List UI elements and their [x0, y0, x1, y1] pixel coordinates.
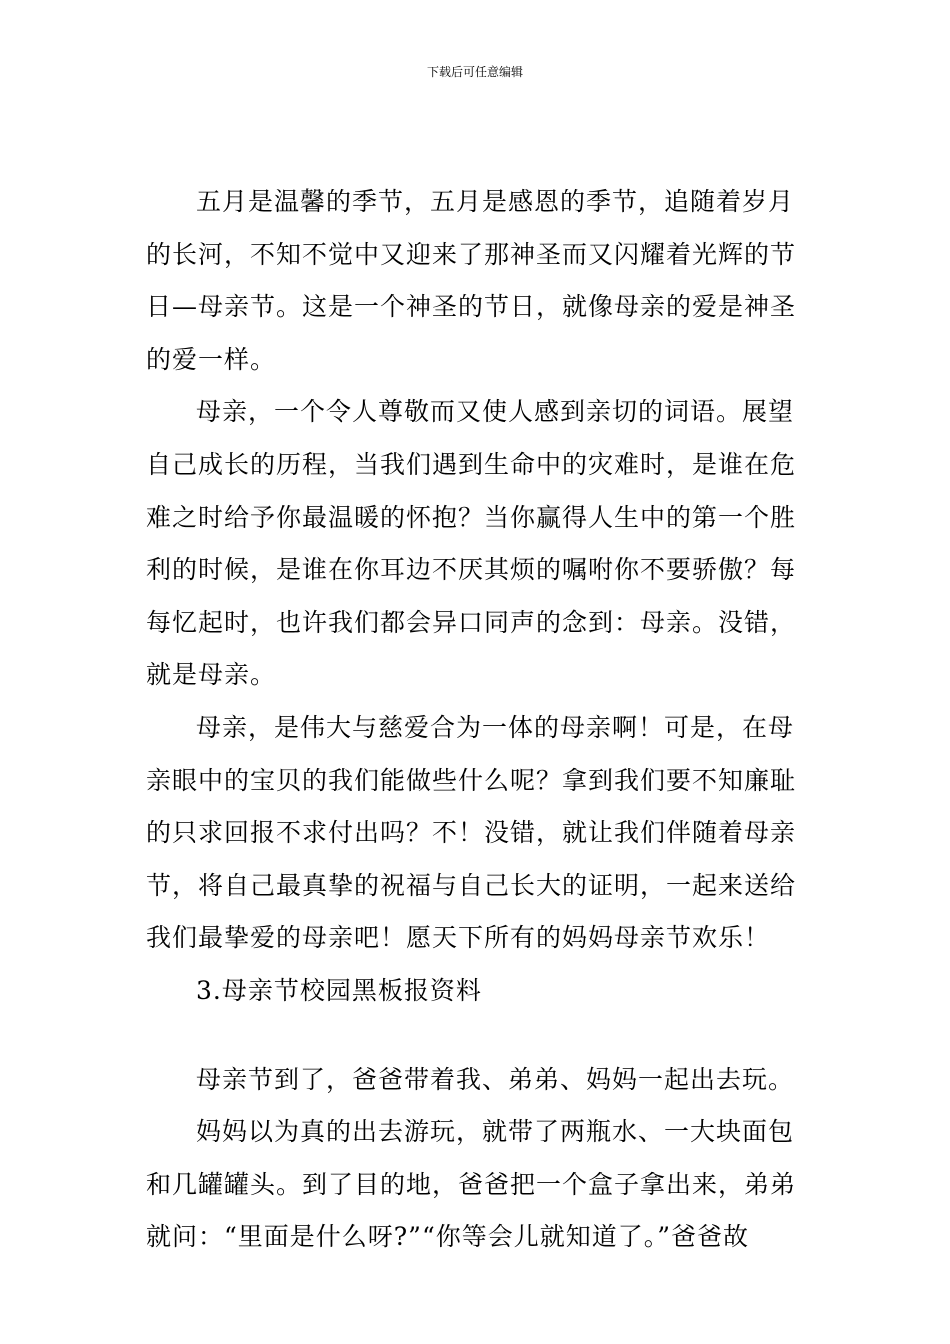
- text-line: 的只求回报不求付出吗？不！没错，就让我们伴随着母亲: [146, 818, 797, 848]
- text-line: 和几罐罐头。到了目的地，爸爸把一个盒子拿出来，弟弟: [146, 1169, 797, 1199]
- text-line: 自己成长的历程，当我们遇到生命中的灾难时，是谁在危: [146, 449, 797, 479]
- paragraph: [146, 176, 816, 386]
- paragraph: [146, 1106, 816, 1264]
- body-text: [146, 176, 816, 1264]
- text-line: 亲眼中的宝贝的我们能做些什么呢？拿到我们要不知廉耻: [146, 765, 797, 795]
- text-line: 利的时候，是谁在你耳边不厌其烦的嘱咐你不要骄傲？每: [146, 555, 797, 585]
- text-line: 的爱一样。: [146, 344, 277, 374]
- text-line: 每忆起时，也许我们都会异口同声的念到：母亲。没错，: [146, 607, 797, 637]
- text-line: 就是母亲。: [146, 660, 277, 690]
- text-line: 我们最挚爱的母亲吧！愿天下所有的妈妈母亲节欢乐！: [146, 923, 771, 953]
- paragraph: [146, 1054, 816, 1107]
- text-line: 节，将自己最真挚的祝福与自己长大的证明，一起来送给: [146, 870, 797, 900]
- text-line: 母亲，是伟大与慈爱合为一体的母亲啊！可是，在母: [196, 712, 795, 742]
- text-line: 母亲节到了，爸爸带着我、弟弟、妈妈一起出去玩。: [196, 1064, 795, 1094]
- text-line: 难之时给予你最温暖的怀抱？当你赢得人生中的第一个胜: [146, 502, 797, 532]
- text-line: 就问：“里面是什么呀?”“你等会儿就知道了。”爸爸故: [146, 1222, 750, 1252]
- section-heading: 3.母亲节校园黑板报资料: [196, 975, 482, 1005]
- paragraph: [146, 702, 816, 965]
- section-spacer: [146, 1018, 816, 1054]
- text-line: 妈妈以为真的出去游玩，就带了两瓶水、一大块面包: [196, 1117, 795, 1147]
- paragraph: [146, 386, 816, 702]
- header-note: 下载后可任意编辑: [426, 65, 523, 79]
- text-line: 母亲，一个令人尊敬而又使人感到亲切的词语。展望: [196, 397, 795, 427]
- text-line: 的长河，不知不觉中又迎来了那神圣而又闪耀着光辉的节: [146, 239, 797, 269]
- text-line: 五月是温馨的季节，五月是感恩的季节，追随着岁月: [196, 187, 795, 216]
- text-line: 日—母亲节。这是一个神圣的节日，就像母亲的爱是神圣: [146, 292, 797, 322]
